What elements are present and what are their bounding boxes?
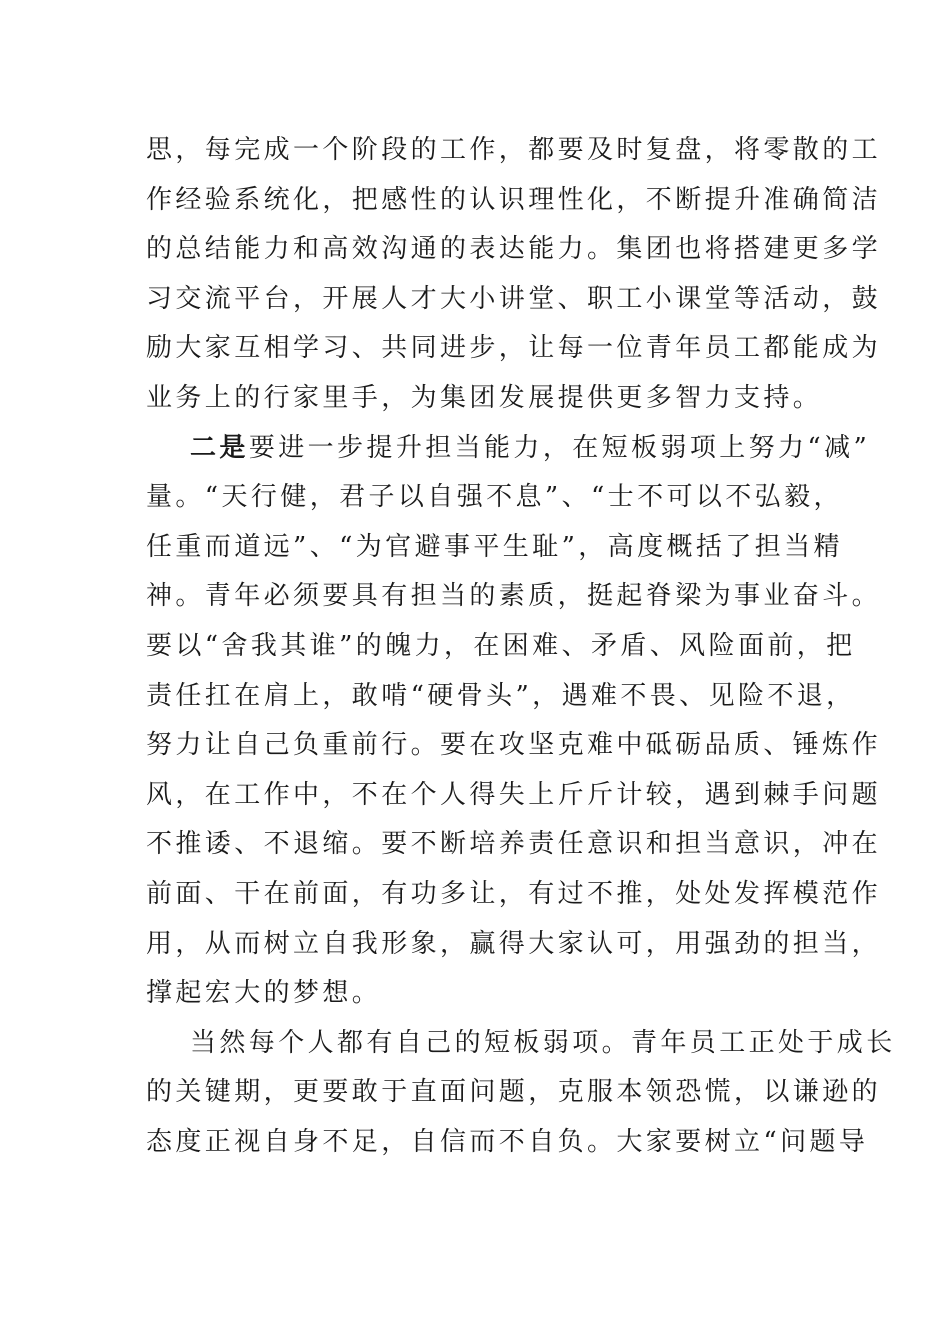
- text-line: 习交流平台，开展人才大小讲堂、职工小课堂等活动，鼓: [146, 283, 882, 314]
- text-line: 神。青年必须要具有担当的素质，挺起脊梁为事业奋斗。: [146, 581, 882, 612]
- text-line: 的总结能力和高效沟通的表达能力。集团也将搭建更多学: [146, 234, 882, 265]
- paragraph-3: [146, 1019, 896, 1168]
- body-text: [146, 126, 896, 1167]
- text-line: 量。“天行健，君子以自强不息”、“士不可以不弘毅，: [146, 482, 843, 513]
- text-line: 作经验系统化，把感性的认识理性化，不断提升准确简洁: [146, 184, 882, 215]
- text-line: 思，每完成一个阶段的工作，都要及时复盘，将零散的工: [146, 135, 882, 165]
- text-line: 任重而道远”、“为官避事平生耻”，高度概括了担当精: [146, 531, 843, 562]
- text-line: 前面、干在前面，有功多让，有过不推，处处发挥模范作: [146, 878, 882, 909]
- text-line-first: [146, 424, 871, 474]
- text-line: 的关键期，更要敢于直面问题，克服本领恐慌，以谦逊的: [146, 1077, 882, 1108]
- text-line: 业务上的行家里手，为集团发展提供更多智力支持。: [146, 382, 823, 413]
- text-line: 风，在工作中，不在个人得失上斤斤计较，遇到棘手问题: [146, 779, 882, 810]
- text-line-rest: 要进一步提升担当能力，在短板弱项上努力“减”: [248, 432, 871, 463]
- paragraph-2: [146, 424, 882, 1019]
- text-line: 努力让自己负重前行。要在攻坚克难中砥砺品质、锤炼作: [146, 730, 882, 761]
- paragraph-lead: 二是: [190, 432, 249, 463]
- text-line: 要以“舍我其谁”的魄力，在困难、矛盾、风险面前，把: [146, 630, 856, 661]
- text-line: 责任扛在肩上，敢啃“硬骨头”，遇难不畏、见险不退，: [146, 680, 856, 711]
- text-line: 用，从而树立自我形象，赢得大家认可，用强劲的担当，: [146, 928, 882, 959]
- paragraph-1: [146, 126, 882, 424]
- text-line-first: 当然每个人都有自己的短板弱项。青年员工正处于成长: [190, 1027, 896, 1058]
- text-line: 态度正视自身不足，自信而不自负。大家要树立“问题导: [146, 1126, 869, 1157]
- text-line: 励大家互相学习、共同进步，让每一位青年员工都能成为: [146, 333, 882, 364]
- text-line: 撑起宏大的梦想。: [146, 978, 382, 1009]
- text-line: 不推诿、不退缩。要不断培养责任意识和担当意识，冲在: [146, 829, 882, 860]
